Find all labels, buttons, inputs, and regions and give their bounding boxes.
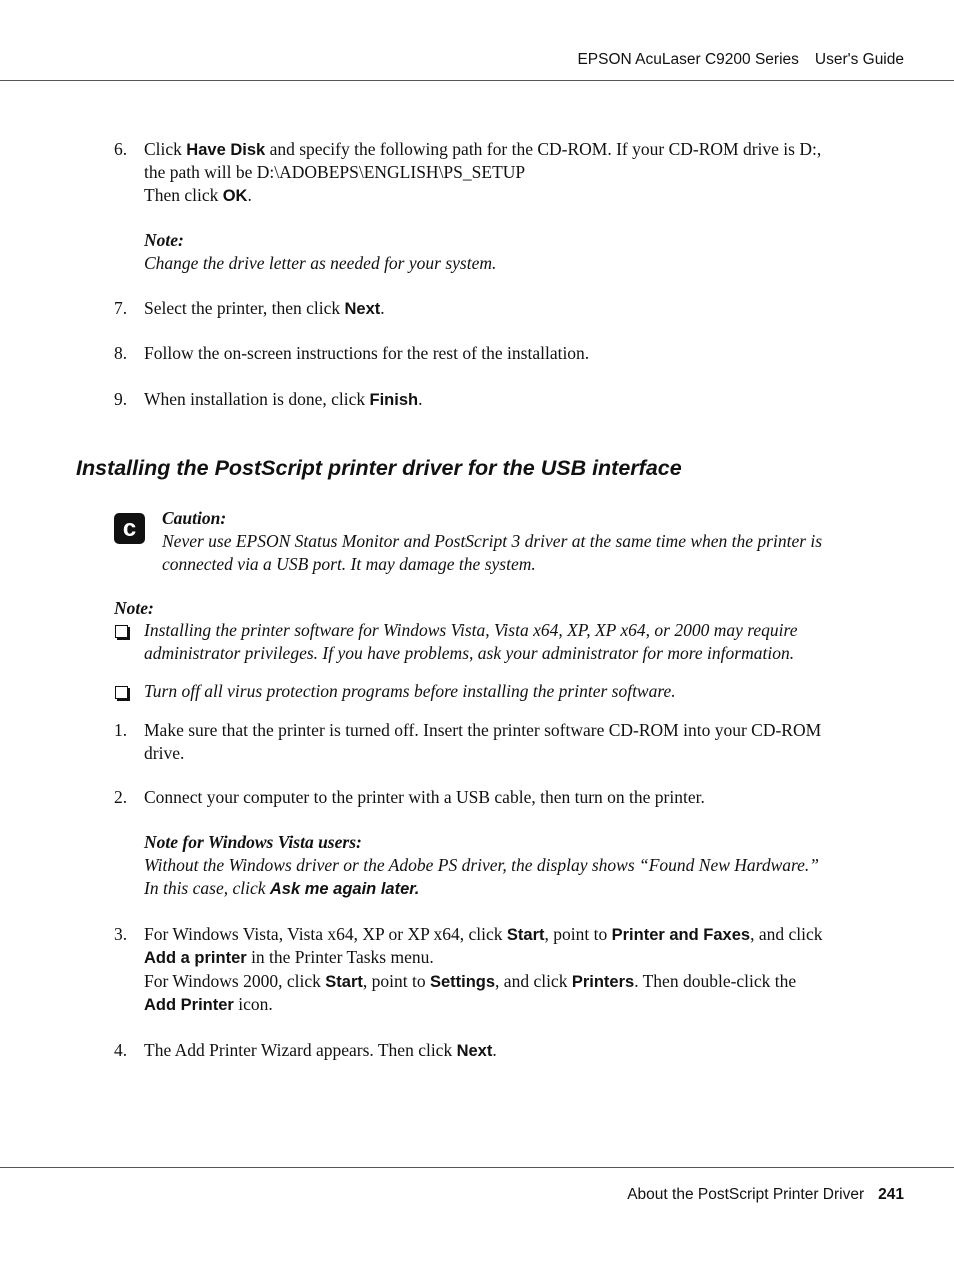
note-vista-line-1: Without the Windows driver or the Adobe PS driver, the display shows “Found New Hardware.” [144, 855, 820, 875]
note-vista-label: Note for Windows Vista users: [144, 832, 362, 852]
header-product: EPSON AcuLaser C9200 Series [577, 51, 799, 68]
note-b-item-2-line-1: Turn off all virus protection programs before installing the printer software. [144, 681, 676, 701]
step-4-text: The Add Printer Wizard appears. Then click Next. [144, 1040, 497, 1060]
page-number: 241 [878, 1186, 904, 1203]
settings-term: Settings [429, 973, 496, 991]
next-term: Next [456, 1042, 493, 1060]
printers-term: Printers [571, 973, 635, 991]
step-1-number: 1. [114, 720, 128, 740]
step-3-number: 3. [114, 924, 128, 944]
running-footer [627, 1186, 904, 1204]
step-2-line-1: Connect your computer to the printer with a USB cable, then turn on the printer. [144, 787, 705, 807]
start-term: Start [325, 973, 363, 991]
step-8-number: 8. [114, 343, 128, 363]
step-8-text: Follow the on-screen instructions for the rest of the installation. [144, 343, 590, 363]
checkbox-bullet-icon [115, 625, 128, 638]
note-text: Change the drive letter as needed for your system. [144, 253, 497, 273]
add-a-printer-term: Add a printer [144, 949, 247, 967]
ok-term: OK [222, 187, 248, 205]
footer-section: About the PostScript Printer Driver [627, 1186, 865, 1203]
step-1-line-2: drive. [144, 743, 185, 763]
step-2-number: 2. [114, 787, 128, 807]
running-header [577, 51, 904, 69]
step-9-text: When installation is done, click Finish. [144, 389, 423, 409]
note-b-label: Note: [114, 598, 154, 618]
step-3-line-1: For Windows Vista, Vista x64, XP or XP x64, click Start, point to Printer and Faxes, and click [144, 924, 823, 944]
step-6-line-2: the path will be D:\ADOBEPS\ENGLISH\PS_SETUP [144, 162, 526, 182]
ask-me-again-later-term: Ask me again later. [269, 880, 420, 898]
step-3-line-2: Add a printer in the Printer Tasks menu. [144, 947, 434, 967]
caution-label: Caution: [162, 508, 227, 528]
step-7-number: 7. [114, 298, 128, 318]
header-guide: User's Guide [814, 51, 904, 68]
note-vista-line-2: In this case, click Ask me again later. [144, 878, 420, 898]
step-3-line-4: Add Printer icon. [144, 994, 273, 1014]
header-rule [0, 80, 954, 81]
step-6-number: 6. [114, 139, 128, 159]
checkbox-bullet-icon [115, 686, 128, 699]
printer-and-faxes-term: Printer and Faxes [611, 926, 751, 944]
note-b-item-1-line-2: administrator privileges. If you have problems, ask your administrator for more information. [144, 643, 795, 663]
step-3-line-3: For Windows 2000, click Start, point to Settings, and click Printers. Then double-click the [144, 971, 797, 991]
step-7-text: Select the printer, then click Next. [144, 298, 385, 318]
caution-line-2: connected via a USB port. It may damage the system. [162, 554, 536, 574]
step-6-line-3: Then click OK. [144, 185, 252, 205]
caution-line-1: Never use EPSON Status Monitor and PostScript 3 driver at the same time when the printer is [162, 531, 823, 551]
step-1-line-1: Make sure that the printer is turned off. Insert the printer software CD-ROM into your CD-ROM [144, 720, 822, 740]
note-b-item-1-line-1: Installing the printer software for Windows Vista, Vista x64, XP, XP x64, or 2000 may require [144, 620, 798, 640]
next-term: Next [344, 300, 381, 318]
step-9-number: 9. [114, 389, 128, 409]
note-label: Note: [144, 230, 184, 250]
step-4-number: 4. [114, 1040, 128, 1060]
footer-rule [0, 1167, 954, 1168]
section-title: Installing the PostScript printer driver for the USB interface [76, 456, 682, 480]
add-printer-term: Add Printer [144, 996, 234, 1014]
have-disk-term: Have Disk [186, 141, 266, 159]
caution-icon: c [114, 513, 145, 544]
start-term: Start [506, 926, 545, 944]
finish-term: Finish [369, 391, 419, 409]
step-6-line-1: Click Have Disk and specify the following path for the CD-ROM. If your CD-ROM drive is D:, [144, 139, 822, 159]
